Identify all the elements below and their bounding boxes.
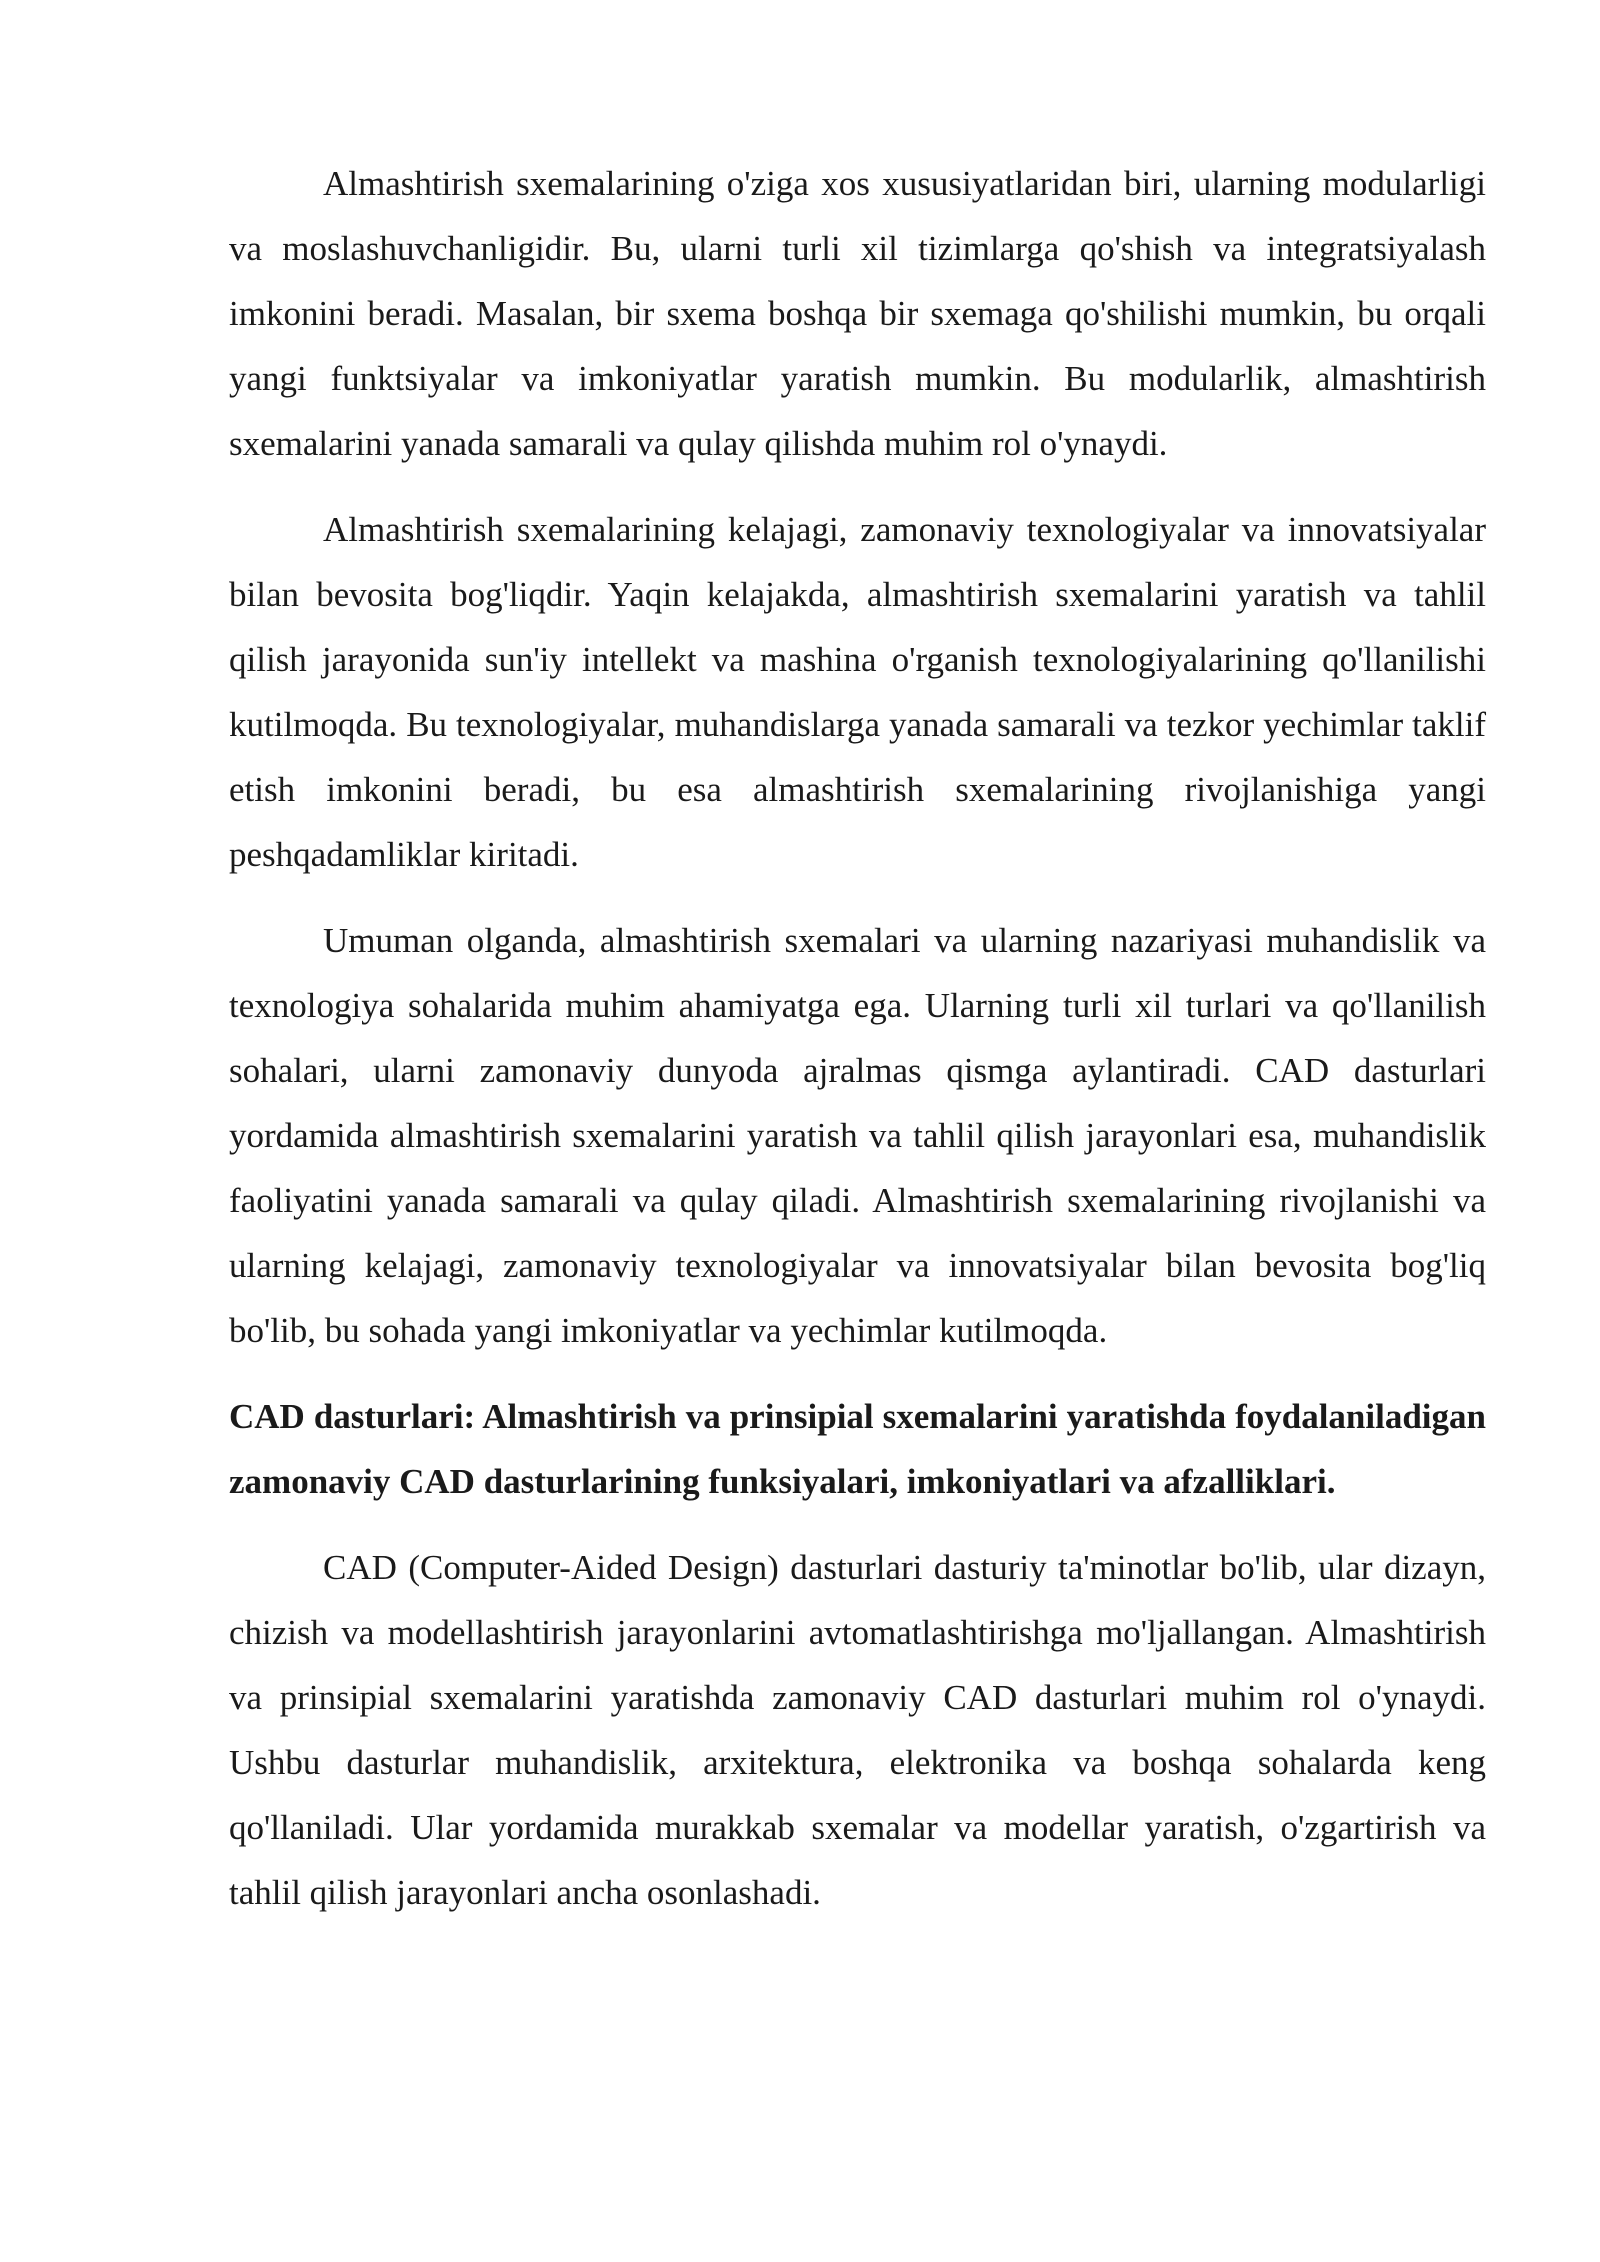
section-heading: CAD dasturlari: Almashtirish va prinsipial sxemalarini yaratishda foydalaniladigan zamonaviy CAD dasturlarining funksiyalari, imkoniyatlari va afzalliklari.: [229, 1397, 1486, 1501]
paragraph-summary: Umuman olganda, almashtirish sxemalari va ularning nazariyasi muhandislik va texnologiya sohalarida muhim ahamiyatga ega. Ularning turli xil turlari va qo'llanilish sohalari, ularni zamonaviy dunyoda ajralmas qismga aylantiradi. CAD dasturlari yordamida almashtirish sxemalarini yaratish va tahlil qilish jarayonlari esa, muhandislik faoliyatini yanada samarali va qulay qiladi. Almashtirish sxemalarining rivojlanishi va ularning kelajagi, zamonaviy texnologiyalar va innovatsiyalar bilan bevosita bog'liq bo'lib, bu sohada yangi imkoniyatlar va yechimlar kutilmoqda.: [229, 921, 1486, 1350]
paragraph-future: Almashtirish sxemalarining kelajagi, zamonaviy texnologiyalar va innovatsiyalar bilan bevosita bog'liqdir. Yaqin kelajakda, almashtirish sxemalarini yaratish va tahlil qilish jarayonida sun'iy intellekt va mashina o'rganish texnologiyalarining qo'llanilishi kutilmoqda. Bu texnologiyalar, muhandislarga yanada samarali va tezkor yechimlar taklif etish imkonini beradi, bu esa almashtirish sxemalarining rivojlanishiga yangi peshqadamliklar kiritadi.: [229, 510, 1486, 874]
paragraph-cad-intro: CAD (Computer-Aided Design) dasturlari dasturiy ta'minotlar bo'lib, ular dizayn, chizish va modellashtirish jarayonlarini avtomatlashtirishga mo'ljallangan. Almashtirish va prinsipial sxemalarini yaratishda zamonaviy CAD dasturlari muhim rol o'ynaydi. Ushbu dasturlar muhandislik, arxitektura, elektronika va boshqa sohalarda keng qo'llaniladi. Ular yordamida murakkab sxemalar va modellar yaratish, o'zgartirish va tahlil qilish jarayonlari ancha osonlashadi.: [229, 1548, 1486, 1912]
paragraph-modularity: Almashtirish sxemalarining o'ziga xos xususiyatlaridan biri, ularning modularligi va moslashuvchanligidir. Bu, ularni turli xil tizimlarga qo'shish va integratsiyalash imkonini beradi. Masalan, bir sxema boshqa bir sxemaga qo'shilishi mumkin, bu orqali yangi funktsiyalar va imkoniyatlar yaratish mumkin. Bu modularlik, almashtirish sxemalarini yanada samarali va qulay qilishda muhim rol o'ynaydi.: [229, 164, 1486, 463]
document-body: [229, 151, 1486, 1946]
